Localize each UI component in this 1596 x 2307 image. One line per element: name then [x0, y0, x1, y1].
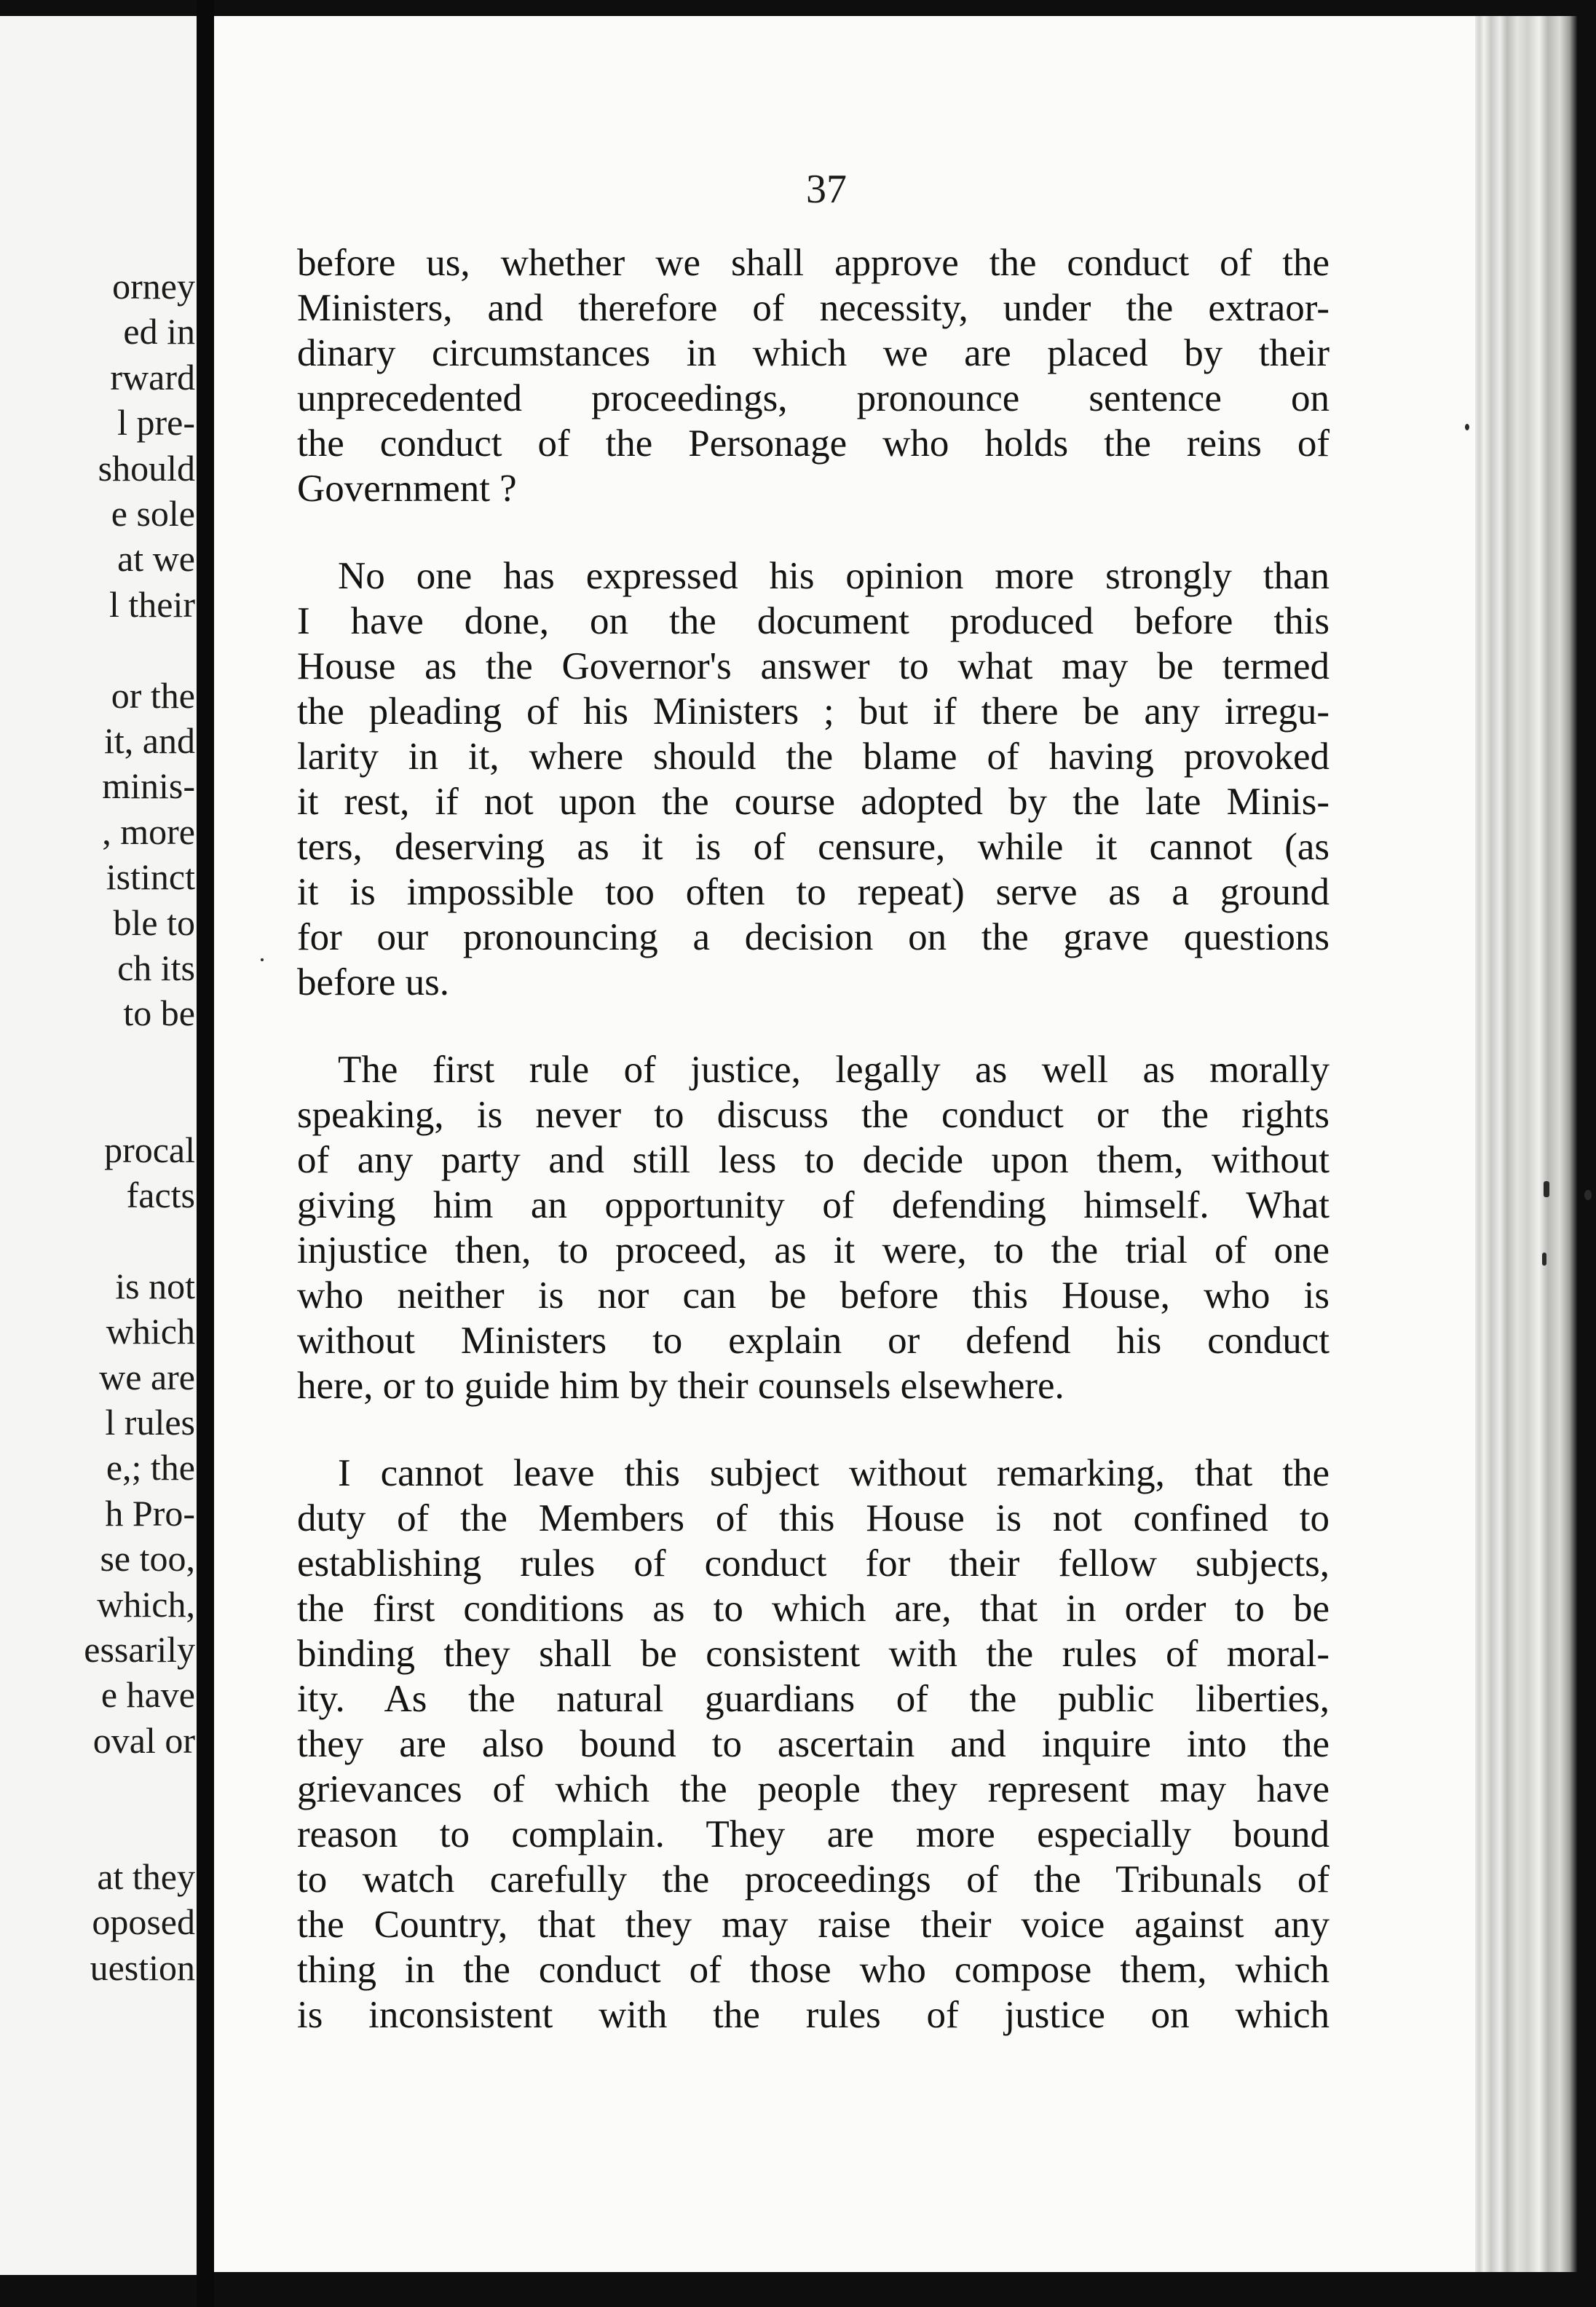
- left-page-line: should: [98, 447, 195, 489]
- left-page-line: ed in: [123, 311, 195, 352]
- text-line: Government ?: [297, 468, 517, 510]
- left-page-line: facts: [126, 1175, 195, 1215]
- book-gutter: [197, 0, 214, 2307]
- text-line: before us.: [297, 961, 449, 1003]
- left-page-line: l their: [108, 583, 195, 625]
- text-line: without Ministers to explain or defend his conduct: [297, 1320, 1330, 1362]
- paragraph: [297, 553, 1330, 1005]
- text-line: the Country, that they may raise their voice against any: [297, 1904, 1330, 1946]
- left-page-line: it, and: [104, 720, 195, 761]
- left-page-line: ble to: [113, 902, 195, 943]
- text-line: speaking, is never to discuss the conduct or the rights: [297, 1094, 1330, 1136]
- left-page-line: essarily: [84, 1629, 195, 1670]
- text-line: is inconsistent with the rules of justice on which: [297, 1994, 1330, 2036]
- text-line: here, or to guide him by their counsels elsewhere.: [297, 1365, 1064, 1407]
- ink-speck: [261, 958, 264, 961]
- text-line: of any party and still less to decide upon them, without: [297, 1139, 1330, 1181]
- text-line: ity. As the natural guardians of the public liberties,: [297, 1678, 1330, 1720]
- left-page-line: e have: [100, 1674, 195, 1716]
- text-line: it is impossible too often to repeat) serve as a ground: [297, 871, 1330, 913]
- text-line: House as the Governor's answer to what may be termed: [297, 645, 1330, 687]
- left-page-line: which: [106, 1311, 195, 1352]
- left-page-line: or the: [111, 674, 195, 716]
- text-line: Ministers, and therefore of necessity, under the extraor-: [297, 287, 1330, 329]
- left-page-line: which,: [97, 1583, 195, 1625]
- text-line: they are also bound to ascertain and inquire into the: [297, 1723, 1330, 1765]
- text-line: for our pronouncing a decision on the grave questions: [297, 916, 1330, 958]
- ink-speck: [1584, 1190, 1592, 1200]
- text-line: reason to complain. They are more especially bound: [297, 1813, 1330, 1856]
- left-facing-page: [0, 16, 197, 2275]
- left-page-line: is not: [115, 1265, 195, 1306]
- text-line: duty of the Members of this House is not confined to: [297, 1497, 1330, 1539]
- page-number: 37: [806, 167, 847, 212]
- text-line: who neither is nor can be before this House, who is: [297, 1274, 1330, 1317]
- text-line: the pleading of his Ministers ; but if there be any irregu-: [297, 690, 1330, 733]
- left-page-line: to be: [123, 993, 195, 1034]
- text-line: unprecedented proceedings, pronounce sentence on: [297, 377, 1330, 419]
- text-line: before us, whether we shall approve the conduct of the: [297, 242, 1330, 284]
- text-line: the first conditions as to which are, that in order to be: [297, 1588, 1330, 1630]
- left-page-line: ch its: [117, 947, 195, 988]
- paragraph: [297, 1451, 1330, 2038]
- left-page-line: minis-: [102, 765, 195, 807]
- text-line: binding they shall be consistent with the rules of moral-: [297, 1633, 1330, 1675]
- text-line: to watch carefully the proceedings of the Tribunals of: [297, 1858, 1330, 1901]
- text-line: No one has expressed his opinion more strongly than: [338, 555, 1330, 597]
- text-line: grievances of which the people they represent may have: [297, 1768, 1330, 1810]
- text-line: it rest, if not upon the course adopted by the late Minis-: [297, 781, 1330, 823]
- text-line: larity in it, where should the blame of having provoked: [297, 736, 1330, 778]
- left-page-line: oposed: [92, 1901, 195, 1943]
- text-line: The first rule of justice, legally as well as morally: [338, 1049, 1330, 1091]
- left-page-line: e sole: [111, 493, 195, 534]
- ink-speck: [1542, 1253, 1546, 1266]
- text-line: injustice then, to proceed, as it were, to the trial of one: [297, 1229, 1330, 1271]
- paragraph: [297, 240, 1330, 511]
- left-page-line: , more: [102, 811, 195, 852]
- text-line: thing in the conduct of those who compose them, which: [297, 1949, 1330, 1991]
- left-page-line: se too,: [100, 1538, 195, 1580]
- left-page-line: rward: [110, 356, 195, 398]
- page-edges: [1475, 16, 1577, 2272]
- left-page-line: istinct: [106, 856, 195, 898]
- text-line: dinary circumstances in which we are placed by their: [297, 332, 1330, 374]
- left-page-line: we are: [99, 1356, 195, 1397]
- left-page-line: l rules: [105, 1402, 195, 1443]
- left-page-line: procal: [104, 1129, 195, 1170]
- left-page-line: oval or: [92, 1719, 195, 1761]
- left-page-line: h Pro-: [105, 1492, 195, 1534]
- text-line: I cannot leave this subject without remarking, that the: [338, 1452, 1330, 1494]
- text-line: giving him an opportunity of defending himself. What: [297, 1184, 1330, 1226]
- left-page-line: orney: [112, 266, 195, 307]
- left-page-line: l pre-: [117, 402, 195, 443]
- text-line: establishing rules of conduct for their fellow subjects,: [297, 1542, 1330, 1585]
- paragraph: [297, 1047, 1330, 1408]
- text-line: ters, deserving as it is of censure, while it cannot (as: [297, 826, 1330, 868]
- ink-speck: [1544, 1181, 1549, 1197]
- text-line: I have done, on the document produced before this: [297, 600, 1330, 642]
- left-page-line: at they: [97, 1856, 195, 1897]
- body-text: [297, 240, 1330, 2080]
- left-page-line: e,; the: [106, 1447, 195, 1488]
- left-page-line: at we: [117, 538, 195, 580]
- ink-speck: [1465, 424, 1469, 430]
- text-line: the conduct of the Personage who holds the reins of: [297, 422, 1330, 465]
- left-page-line: uestion: [90, 1947, 195, 1988]
